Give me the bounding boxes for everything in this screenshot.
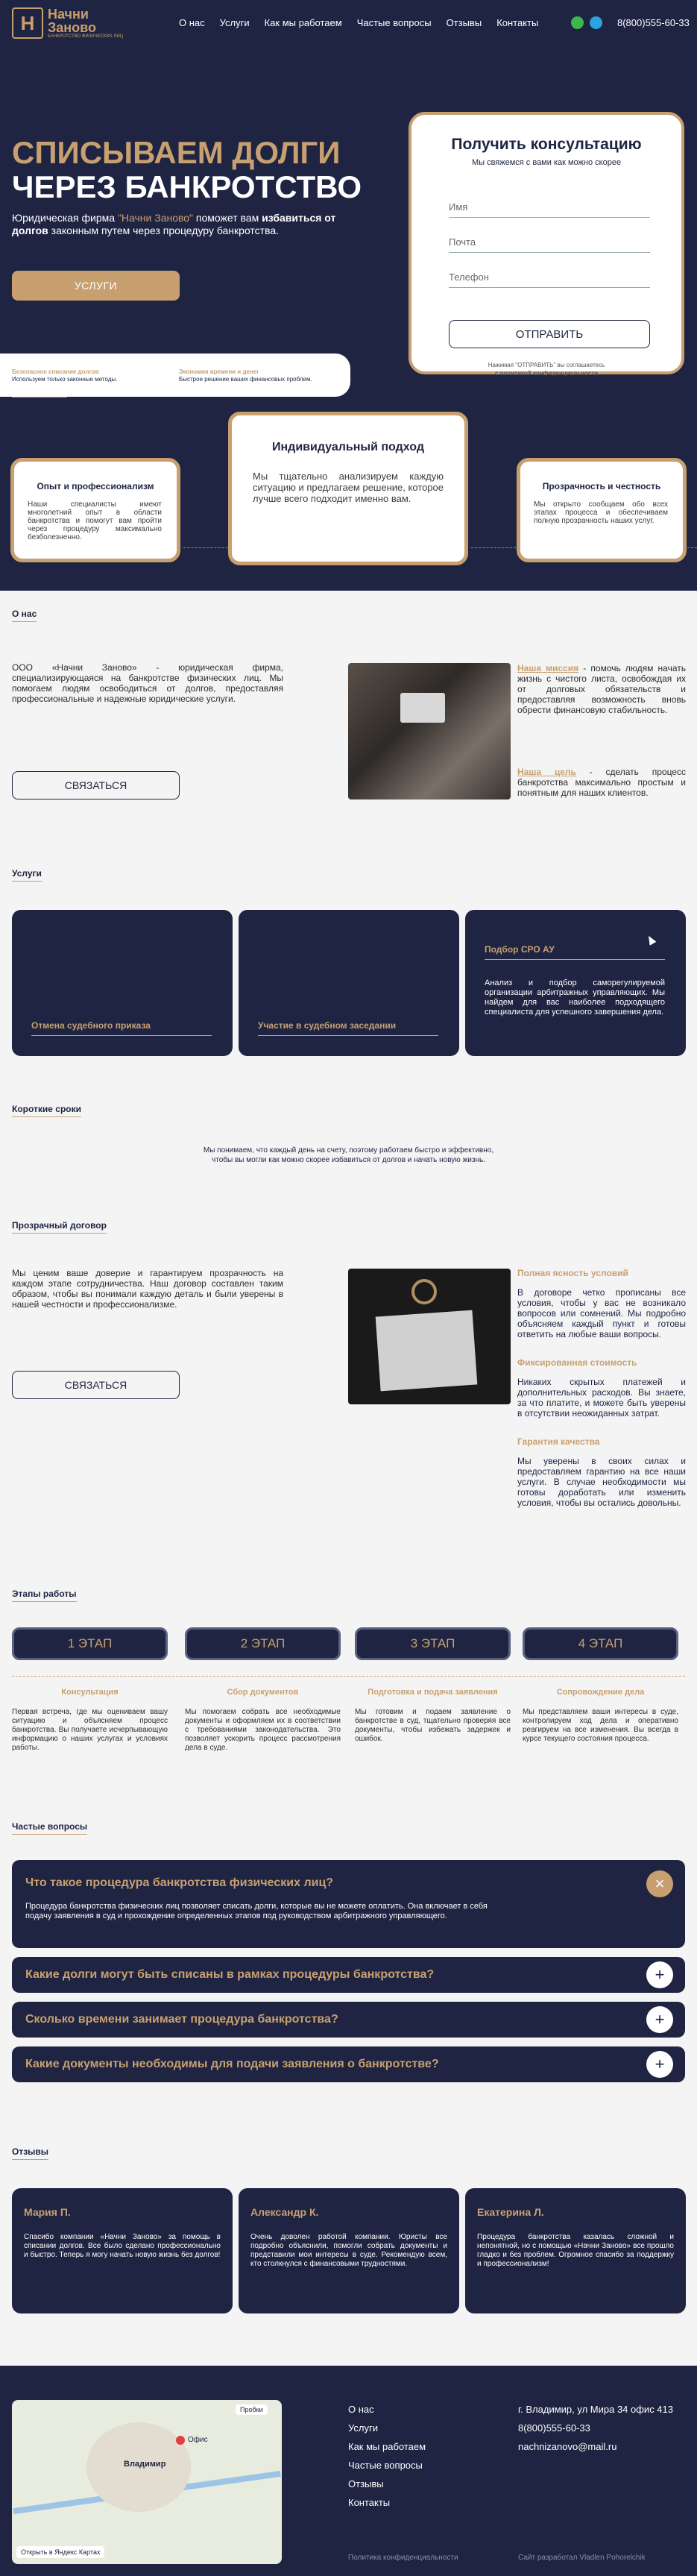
about-label: О нас — [12, 609, 37, 622]
contact-button[interactable]: СВЯЗАТЬСЯ — [12, 771, 180, 799]
header-phone[interactable]: 8(800)555-60-33 — [617, 17, 690, 28]
services-button[interactable]: УСЛУГИ — [12, 271, 180, 301]
name-input[interactable]: Имя — [449, 197, 650, 218]
nav-about[interactable]: О нас — [179, 17, 205, 28]
stage-title: Подготовка и подача заявления — [368, 1688, 498, 1697]
plus-icon[interactable]: + — [646, 2051, 673, 2078]
faq-question: Какие документы необходимы для подачи заявления о банкротстве? — [25, 2058, 439, 2070]
point-text: Никаких скрытых платежей и дополнительных расходов. Вы знаете, за что платите, и можете быть уверены в отсутствии неожиданных затрат. — [517, 1377, 686, 1419]
stage-text: Мы помогаем собрать все необходимые документы и оформляем их в соответствии с требованиями законодательства. Это позволяет ускорить процесс рассмотрения дела в суде. — [185, 1708, 341, 1752]
review-card: Екатерина Л. Процедура банкротства казалась сложной и непонятной, но с помощью «Начни Заново» все прошло гладко и без проблем. Огромное спасибо за поддержку и профессионализм! — [465, 2188, 686, 2313]
why-card-individual: Индивидуальный подход Мы тщательно анализируем каждую ситуацию и предлагаем решение, которое лучше всего подходит именно вам. — [228, 412, 468, 565]
footer-developer[interactable]: Сайт разработал Vladlen Pohorelchik — [518, 2554, 646, 2562]
footer-email[interactable]: nachnizanovo@mail.ru — [518, 2441, 617, 2452]
stage-title: Сбор документов — [227, 1688, 299, 1697]
logo-name[interactable]: Начни Заново — [48, 7, 96, 35]
email-input[interactable]: Почта — [449, 232, 650, 253]
faq-label: Частые вопросы — [12, 1821, 87, 1835]
faq-question: Сколько времени занимает процедура банкротства? — [25, 2013, 338, 2026]
why-card-transparency: Прозрачность и честность Мы открыто сообщаем обо всех этапах процесса и обеспечиваем полную прозрачность наших услуг. — [517, 458, 687, 562]
about-text: ООО «Начни Заново» - юридическая фирма, специализирующаяся на банкротстве физических лиц. Мы помогаем людям освободиться от долгов, предоставляя профессиональные и надежные юридические услуги. — [12, 662, 283, 704]
nav-reviews[interactable]: Отзывы — [446, 17, 482, 28]
faq-item[interactable] — [12, 2046, 685, 2082]
mission-text: Наша миссия - помочь людям начать жизнь с чистого листа, освобождая их от долговых обязательств и предоставляя возможность вновь обрести финансовую стабильность. — [517, 663, 686, 715]
form-consent: Нажимая "ОТПРАВИТЬ" вы соглашаетесь с политикой конфиденциальности — [411, 361, 681, 377]
goal-text: Наша цель - сделать процесс банкротства максимально простым и понятным для наших клиентов. — [517, 767, 686, 798]
nav-how[interactable]: Как мы работаем — [264, 17, 342, 28]
plus-icon[interactable]: + — [646, 2006, 673, 2033]
reviews-label: Отзывы — [12, 2146, 48, 2160]
services-label: Услуги — [12, 868, 42, 882]
stages-line — [12, 1676, 685, 1677]
review-card: Мария П. Спасибо компании «Начни Заново» за помощь в списании долгов. Все было сделано профессионально и быстро. Теперь я могу начать новую жизнь без долгов! — [12, 2188, 233, 2313]
whatsapp-icon[interactable] — [571, 16, 584, 29]
service-card[interactable]: Участие в судебном заседании — [239, 910, 459, 1056]
connector-line — [183, 547, 228, 548]
form-title: Получить консультацию — [451, 136, 642, 153]
close-icon[interactable]: × — [646, 1870, 673, 1897]
service-detail: Анализ и подбор саморегулируемой организации арбитражных управляющих. Мы найдем для вас наиболее подходящего специалиста для успешного завершения дела. — [485, 978, 665, 1017]
footer-nav-contacts[interactable]: Контакты — [348, 2497, 391, 2508]
phone-input[interactable]: Телефон — [449, 267, 650, 288]
stage-4: 4 ЭТАП — [523, 1627, 678, 1660]
contract-label: Прозрачный договор — [12, 1220, 107, 1234]
stage-title: Сопровождение дела — [556, 1688, 645, 1697]
hero-title-line2: ЧЕРЕЗ БАНКРОТСТВО — [12, 169, 362, 204]
stage-text: Мы готовим и подаем заявление о банкротстве в суд, тщательно проверяя все документы, чтобы избежать задержек и ошибок. — [355, 1708, 511, 1743]
privacy-link[interactable]: с политикой конфиденциальности — [494, 370, 599, 377]
stage-text: Первая встреча, где мы оцениваем вашу ситуацию и объясняем процесс банкротства. Вы получаете исчерпывающую информацию о наших услугах и условиях работы. — [12, 1708, 168, 1752]
hero-description: Юридическая фирма "Начни Заново" поможет вам избавиться от долгов законным путем через процедуру банкротства. — [12, 212, 336, 236]
map-pin-icon[interactable] — [176, 2436, 185, 2445]
office-map[interactable] — [12, 2400, 282, 2564]
point-title: Фиксированная стоимость — [517, 1357, 637, 1368]
map-office-label: Офис — [188, 2436, 208, 2444]
review-card: Александр К. Очень доволен работой компании. Юристы все подробно объяснили, помогли собрать документы и представили мои интересы в суде. Рекомендую всем, кто столкнулся с финансовыми трудностями. — [239, 2188, 459, 2313]
point-text: Мы уверены в своих силах и предоставляем гарантию на все наши услуги. В случае необходимости мы готовы доработать или изменить условия, чтобы вы остались довольны. — [517, 1456, 686, 1508]
nav-faq[interactable]: Частые вопросы — [356, 17, 432, 28]
why-label: Почему мы? — [12, 384, 67, 398]
map-city-label: Владимир — [124, 2460, 166, 2469]
why-card-experience: Опыт и профессионализм Наши специалисты имеют многолетний опыт в области банкротства и помогут вам пройти через процедуру максимально безболезненно. — [10, 458, 180, 562]
traffic-button[interactable]: Пробки — [236, 2404, 268, 2415]
terms-label: Короткие сроки — [12, 1104, 81, 1117]
footer-nav — [348, 2404, 426, 2508]
contract-contact-button[interactable]: СВЯЗАТЬСЯ — [12, 1371, 180, 1399]
faq-answer: Процедура банкротства физических лиц позволяет списать долги, которые вы не можете оплатить. Она включает в себя подачу заявления в суд и прохождение определенных этапов под руководством арбитражного управляющего. — [25, 1902, 488, 1920]
point-text: В договоре четко прописаны все условия, чтобы у вас не возникало вопросов или сомнений. Мы подробно объясняем каждый пункт и готовы ответить на любые ваши вопросы. — [517, 1287, 686, 1339]
service-card[interactable]: Подбор СРО АУ Анализ и подбор саморегулируемой организации арбитражных управляющих. Мы найдем для вас наиболее подходящего специалиста для успешного завершения дела. — [465, 910, 686, 1056]
nav-services[interactable]: Услуги — [219, 17, 250, 28]
connector-line — [471, 547, 516, 548]
plus-icon[interactable]: + — [646, 1961, 673, 1988]
hero-section — [0, 46, 697, 591]
footer-phone[interactable]: 8(800)555-60-33 — [518, 2422, 590, 2434]
stage-1: 1 ЭТАП — [12, 1627, 168, 1660]
stage-text: Мы представляем ваши интересы в суде, контролируем ход дела и оперативно реагируем на все изменения. Вы всегда в курсе текущего состояния процесса. — [523, 1708, 678, 1743]
benefit-item: Экономия времени и денег Быстрое решение ваших финансовых проблем. — [179, 368, 312, 383]
footer-address: г. Владимир, ул Мира 34 офис 413 — [518, 2404, 673, 2415]
faq-item[interactable] — [12, 1957, 685, 1993]
service-card[interactable]: Отмена судебного приказа — [12, 910, 233, 1056]
contract-photo — [348, 1269, 511, 1404]
faq-item[interactable] — [12, 2002, 685, 2038]
site-header — [0, 0, 697, 46]
main-nav — [179, 17, 538, 28]
logo-tagline: БАНКРОТСТВО ФИЗИЧЕСКИХ ЛИЦ — [48, 34, 124, 39]
footer-nav-how[interactable]: Как мы работаем — [348, 2441, 426, 2452]
contract-text: Мы ценим ваше доверие и гарантируем прозрачность на каждом этапе сотрудничества. Наш договор составлен таким образом, чтобы вы понимали каждую деталь и были уверены в нашей честности и профессионализме. — [12, 1268, 283, 1310]
faq-question: Какие долги могут быть списаны в рамках процедуры банкротства? — [25, 1968, 435, 1981]
faq-question: Что такое процедура банкротства физических лиц? — [25, 1876, 334, 1889]
submit-button[interactable]: ОТПРАВИТЬ — [449, 320, 650, 348]
footer-nav-about[interactable]: О нас — [348, 2404, 374, 2415]
stage-3: 3 ЭТАП — [355, 1627, 511, 1660]
about-photo — [348, 663, 511, 799]
footer-privacy-link[interactable]: Политика конфиденциальности — [348, 2554, 458, 2562]
footer-contacts — [518, 2404, 673, 2452]
terms-text: Мы понимаем, что каждый день на счету, поэтому работаем быстро и эффективно, чтобы вы могли как можно скорее избавиться от долгов и начать новую жизнь. — [203, 1146, 494, 1164]
footer-nav-services[interactable]: Услуги — [348, 2422, 378, 2434]
hero-title — [12, 136, 362, 204]
stages-label: Этапы работы — [12, 1589, 77, 1602]
stage-2: 2 ЭТАП — [185, 1627, 341, 1660]
faq-item-open[interactable] — [12, 1860, 685, 1948]
consultation-form — [409, 112, 684, 377]
point-title: Полная ясность условий — [517, 1268, 628, 1278]
point-title: Гарантия качества — [517, 1436, 600, 1447]
telegram-icon[interactable] — [590, 16, 602, 29]
site-footer — [0, 2366, 697, 2576]
nav-contacts[interactable]: Контакты — [496, 17, 539, 28]
connector-line — [687, 547, 697, 548]
form-subtitle: Мы свяжемся с вами как можно скорее — [471, 158, 622, 167]
benefit-item: Безопасное списание долгов Используем только законные методы. — [12, 368, 118, 383]
logo-mark[interactable]: Н — [12, 7, 43, 39]
hero-title-line1: СПИСЫВАЕМ ДОЛГИ — [12, 135, 341, 170]
open-yandex-maps-link[interactable]: Открыть в Яндекс Картах — [16, 2546, 104, 2558]
contract-points — [517, 1268, 686, 1508]
footer-nav-faq[interactable]: Частые вопросы — [348, 2460, 423, 2471]
footer-nav-reviews[interactable]: Отзывы — [348, 2478, 384, 2489]
stage-title: Консультация — [61, 1688, 119, 1697]
